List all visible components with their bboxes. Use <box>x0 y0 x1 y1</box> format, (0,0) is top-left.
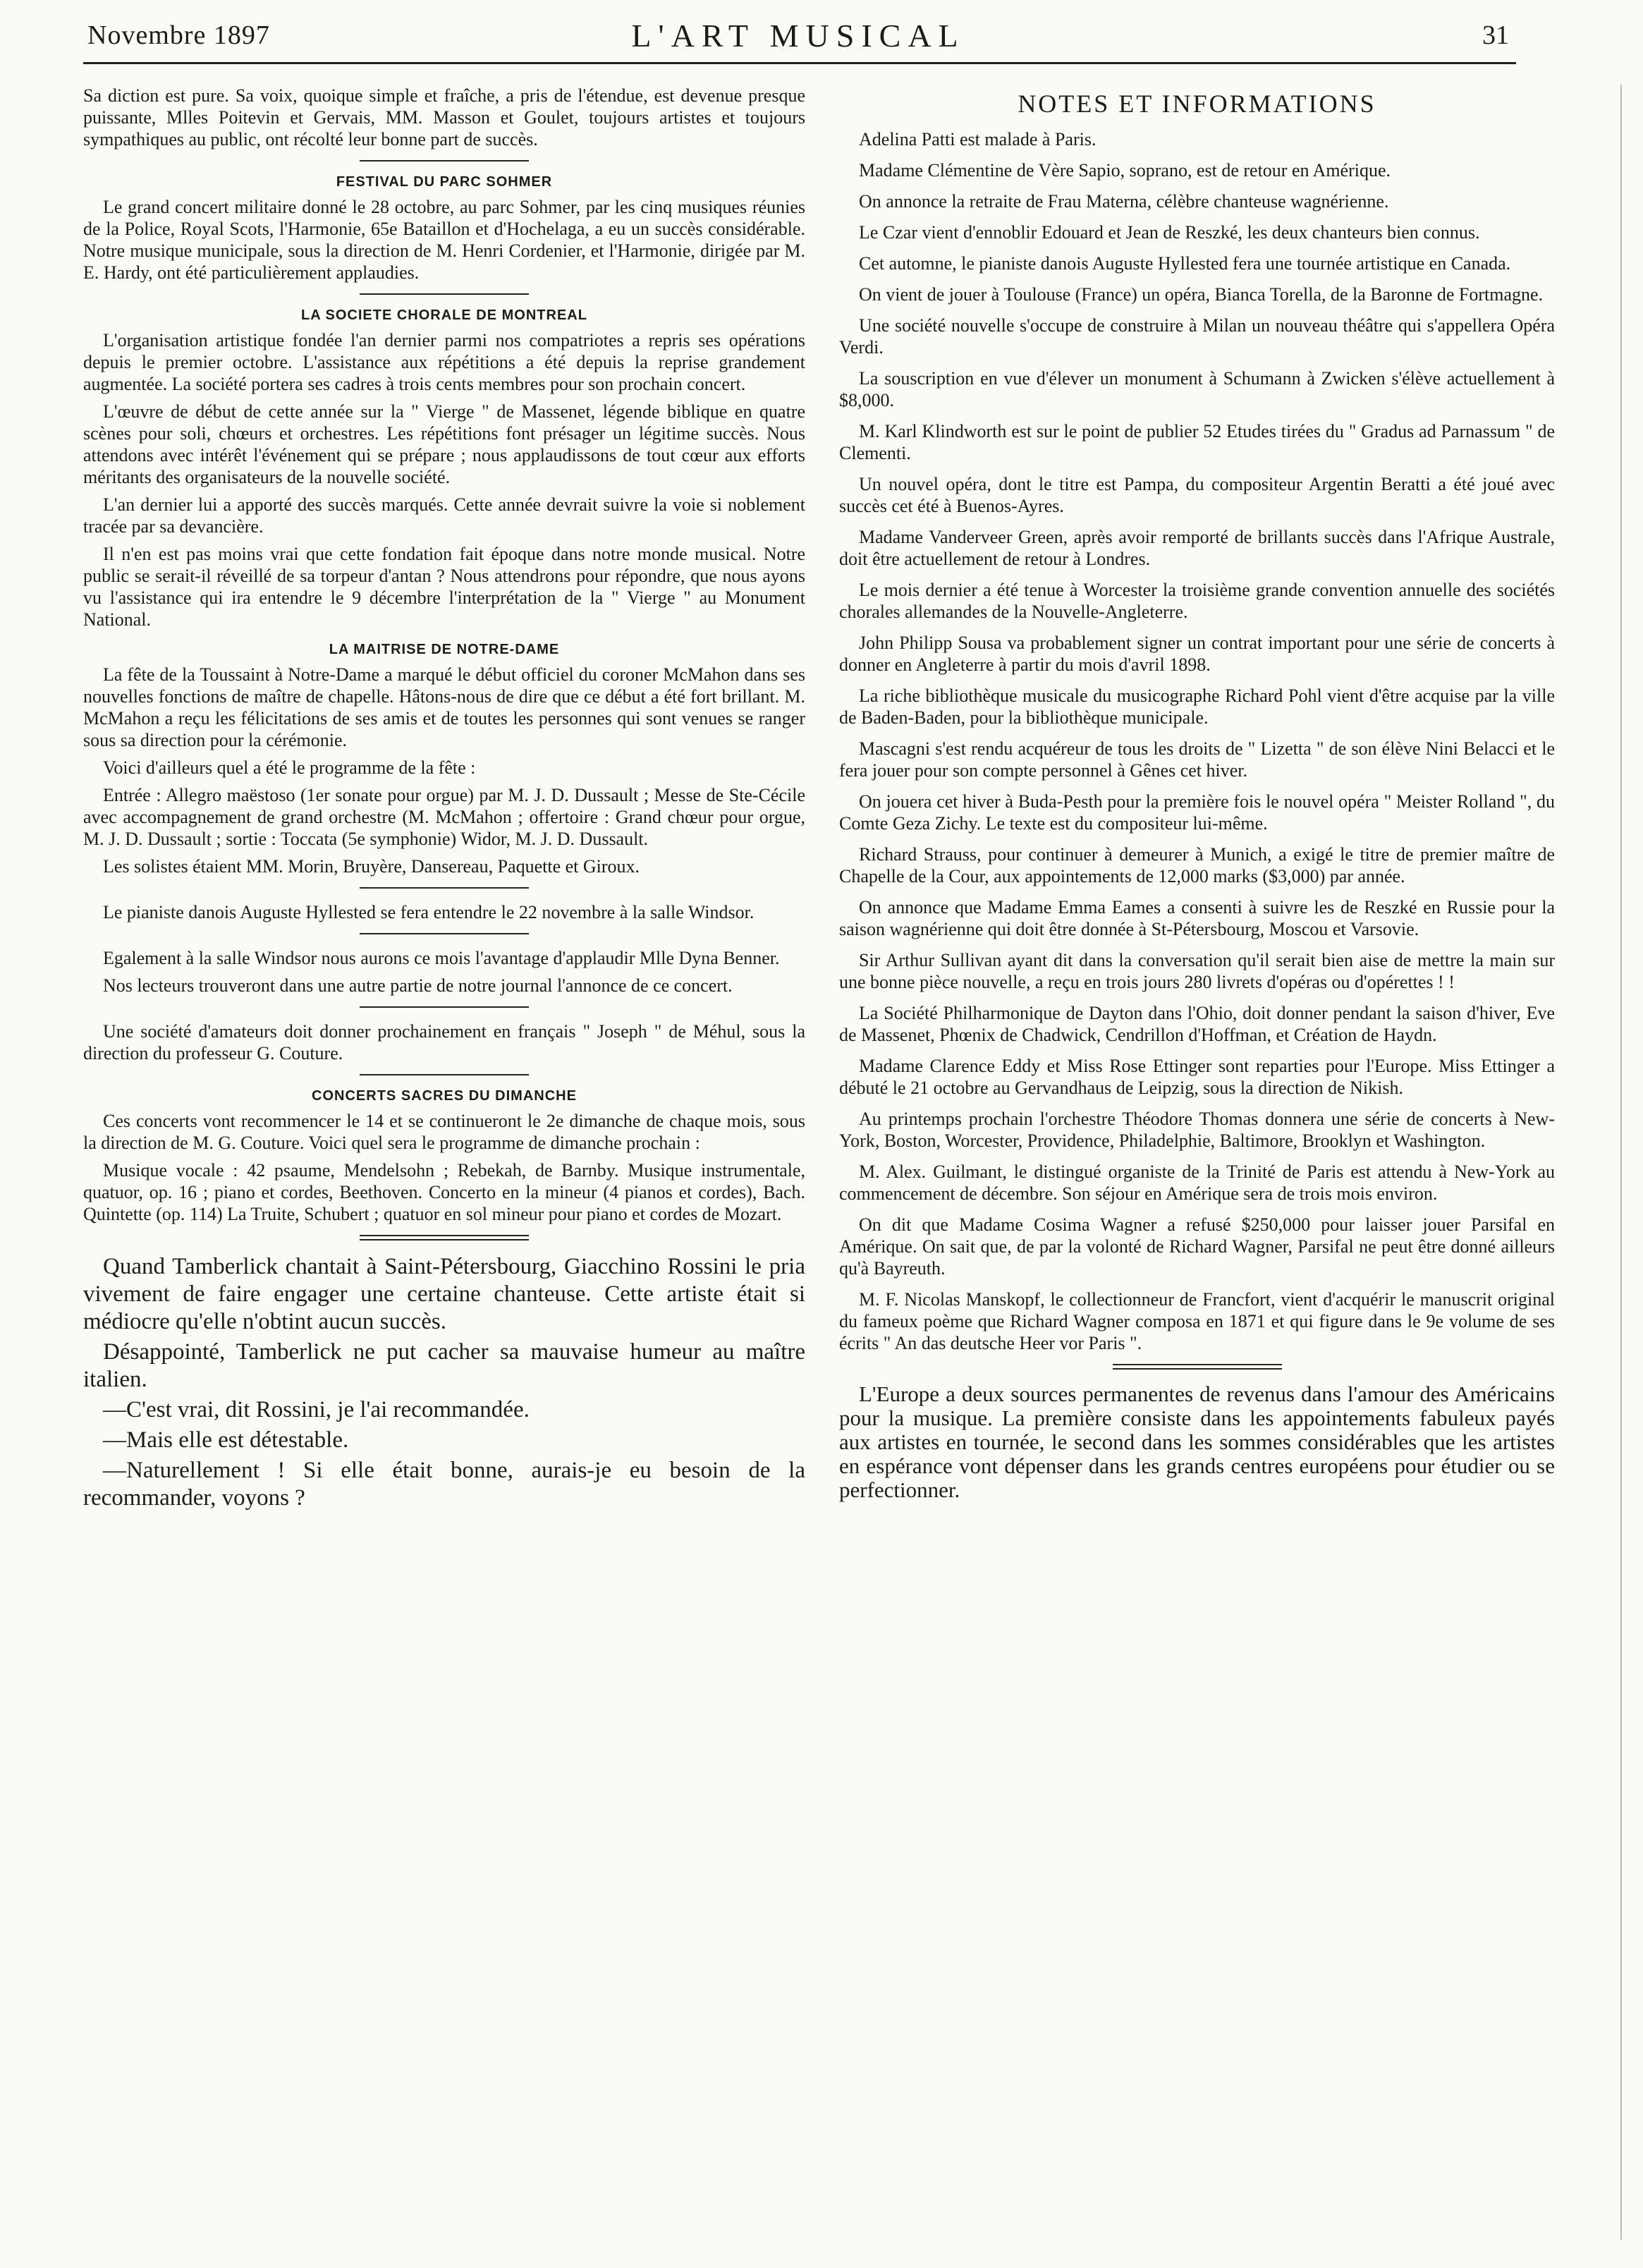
note-item: M. Karl Klindworth est sur le point de publier 52 Etudes tirées du " Gradus ad Parnassum " de Clementi. <box>839 421 1555 463</box>
section-divider <box>360 160 529 161</box>
note-item: On vient de jouer à Toulouse (France) un opéra, Bianca Torella, de la Baronne de Fortmagne. <box>859 284 1544 305</box>
note-item: M. Alex. Guilmant, le distingué organiste de la Trinité de Paris est attendu à New-York au commencement de décembre. Son séjour en Amérique sera de trois mois environ. <box>839 1162 1555 1204</box>
note-item: On annonce que Madame Emma Eames a consenti à suivre les de Reszké en Russie pour la saison wagnérienne qui doit être donnée à St-Pétersbourg, Moscou et Varsovie. <box>839 897 1555 939</box>
section-divider <box>360 1006 529 1008</box>
section-divider <box>1113 1364 1282 1370</box>
section-divider <box>360 887 529 889</box>
note-item: Mascagni s'est rendu acquéreur de tous les droits de " Lizetta " de son élève Nini Belacci et le fera jouer pour son compte personnel à Gênes cet hiver. <box>839 738 1555 781</box>
paragraph: Les solistes étaient MM. Morin, Bruyère, Dansereau, Paquette et Giroux. <box>103 856 640 877</box>
left-column <box>83 85 805 1515</box>
anecdote-paragraph: Désappointé, Tamberlick ne put cacher sa mauvaise humeur au maître italien. <box>83 1339 805 1392</box>
page-edge-rule <box>1620 85 1622 2240</box>
paragraph: L'œuvre de début de cette année sur la " Vierge " de Massenet, légende biblique en quatre scènes pour soli, chœurs et orchestres. Les répétitions font présager un légitime succès. Nous attendons avec intérêt l'événement qui se prépare ; nous applaudissons de tout cœur aux efforts méritants des organisateurs de la nouvelle société. <box>83 401 805 487</box>
paragraph: L'organisation artistique fondée l'an dernier parmi nos compatriotes a repris ses opérations depuis le premier octobre. L'assistance aux répétitions a été depuis la reprise grandement augmentée. La société portera ses cadres à trois cents membres pour son prochain concert. <box>83 330 805 394</box>
paragraph: Le grand concert militaire donné le 28 octobre, au parc Sohmer, par les cinq musiques réunies de la Police, Royal Scots, l'Harmonie, 65e Bataillon et d'Hochelaga, a eu un succès considérable. Notre musique municipale, sous la direction de M. Henri Cordenier, et l'Harmonie, dirigée par M. E. Hardy, ont été particulièrement applaudies. <box>83 197 805 283</box>
paragraph: Musique vocale : 42 psaume, Mendelsohn ; Rebekah, de Barnby. Musique instrumentale, quatuor, op. 16 ; piano et cordes, Beethoven. Concerto en la mineur (4 pianos et cordes), Bach. Quintette (op. 114) La Truite, Schubert ; quatuor en sol mineur pour piano et cordes de Mozart. <box>83 1160 805 1224</box>
section-divider <box>360 293 529 295</box>
notes-heading: NOTES ET INFORMATIONS <box>1018 90 1376 118</box>
note-item: Sir Arthur Sullivan ayant dit dans la conversation qu'il serait bien aise de mettre la main sur une bonne pièce nouvelle, a reçu en trois jours 280 livrets d'opéras ou d'opérettes ! ! <box>839 950 1555 992</box>
note-item: Madame Clémentine de Vère Sapio, soprano, est de retour en Amérique. <box>859 160 1391 181</box>
note-item: Le Czar vient d'ennoblir Edouard et Jean de Reszké, les deux chanteurs bien connus. <box>859 222 1480 243</box>
anecdote-paragraph: —C'est vrai, dit Rossini, je l'ai recommandée. <box>103 1397 530 1422</box>
paragraph: Ces concerts vont recommencer le 14 et se continueront le 2e dimanche de chaque mois, sous la direction de M. G. Couture. Voici quel sera le programme de dimanche prochain : <box>83 1111 805 1153</box>
paragraph: Le pianiste danois Auguste Hyllested se fera entendre le 22 novembre à la salle Windsor. <box>103 902 755 922</box>
section-divider <box>360 933 529 934</box>
section-divider <box>360 1235 529 1240</box>
note-item: Un nouvel opéra, dont le titre est Pampa, du compositeur Argentin Beratti a été joué avec succès cet été à Buenos-Ayres. <box>839 474 1555 516</box>
paragraph: Une société d'amateurs doit donner prochainement en français " Joseph " de Méhul, sous la direction du professeur G. Couture. <box>83 1021 805 1063</box>
paragraph: Entrée : Allegro maëstoso (1er sonate pour orgue) par M. J. D. Dussault ; Messe de Ste-Cécile avec accompagnement de grand orchestre (M. McMahon ; offertoire : Grand chœur pour orgue, M. J. D. Dussault ; sortie : Toccata (5e symphonie) Widor, M. J. D. Dussault. <box>83 785 805 849</box>
paragraph: Il n'en est pas moins vrai que cette fondation fait époque dans notre monde musical. Notre public se serait-il réveillé de sa torpeur d'antan ? Nous attendrons pour répondre, que nous ayons vu l'assistance qui ira entendre le 9 décembre l'interprétation de la " Vierge " au Monument National. <box>83 544 805 630</box>
section-title-festival: FESTIVAL DU PARC SOHMER <box>336 174 553 190</box>
section-title-maitrise: LA MAITRISE DE NOTRE-DAME <box>329 642 560 657</box>
anecdote-paragraph: Quand Tamberlick chantait à Saint-Pétersbourg, Giacchino Rossini le pria vivement de faire engager une certaine chanteuse. Cette artiste était si médiocre qu'elle n'obtint aucun succès. <box>83 1254 805 1334</box>
intro-paragraph: Sa diction est pure. Sa voix, quoique simple et fraîche, a pris de l'étendue, est devenue presque puissante, Mlles Poitevin et Gervais, MM. Masson et Goulet, toujours artistes et toujours sympathiques au public, ont récolté leur bonne part de succès. <box>83 85 805 150</box>
header-rule <box>83 62 1516 64</box>
running-head <box>87 20 1509 62</box>
note-item: M. F. Nicolas Manskopf, le collectionneur de Francfort, vient d'acquérir le manuscrit original du fameux poème que Richard Wagner composa en 1871 et qui figure dans le 9e volume de ses écrits " An das deutsche Heer vor Paris ". <box>839 1289 1555 1353</box>
note-item: La riche bibliothèque musicale du musicographe Richard Pohl vient d'être acquise par la ville de Baden-Baden, pour la bibliothèque municipale. <box>839 685 1555 728</box>
paragraph: L'an dernier lui a apporté des succès marqués. Cette année devrait suivre la voie si noblement tracée par sa devancière. <box>83 494 805 537</box>
paragraph: Nos lecteurs trouveront dans une autre partie de notre journal l'annonce de ce concert. <box>103 975 733 996</box>
note-item: Richard Strauss, pour continuer à demeurer à Munich, a exigé le titre de premier maître de Chapelle de la Cour, aux appointements de 12,000 marks ($3,000) par année. <box>839 844 1555 886</box>
paragraph: Voici d'ailleurs quel a été le programme de la fête : <box>103 757 476 778</box>
section-title-chorale: LA SOCIETE CHORALE DE MONTREAL <box>301 307 587 323</box>
note-item: Le mois dernier a été tenue à Worcester la troisième grande convention annuelle des sociétés chorales allemandes de la Nouvelle-Angleterre. <box>839 580 1555 622</box>
note-item: La souscription en vue d'élever un monument à Schumann à Zwicken s'élève actuellement à $8,000. <box>839 368 1555 410</box>
section-divider <box>360 1074 529 1075</box>
section-title-concerts: CONCERTS SACRES DU DIMANCHE <box>312 1088 577 1104</box>
note-item: On dit que Madame Cosima Wagner a refusé $250,000 pour laisser jouer Parsifal en Amérique. On sait que, de par la volonté de Richard Wagner, Parsifal ne peut être donné ailleurs qu'à Bayreuth. <box>839 1214 1555 1279</box>
note-item: Cet automne, le pianiste danois Auguste Hyllested fera une tournée artistique en Canada. <box>859 253 1511 274</box>
note-item: John Philipp Sousa va probablement signer un contrat important pour une série de concerts à donner en Angleterre à partir du mois d'avril 1898. <box>839 633 1555 675</box>
paragraph: Egalement à la salle Windsor nous aurons ce mois l'avantage d'applaudir Mlle Dyna Benner. <box>103 948 780 968</box>
page-number: 31 <box>1482 20 1509 50</box>
note-item: La Société Philharmonique de Dayton dans l'Ohio, doit donner pendant la saison d'hiver, Eve de Massenet, Phœnix de Chadwick, Cendrillon d'Hoffman, et Création de Haydn. <box>839 1003 1555 1045</box>
right-column <box>839 85 1555 1511</box>
note-item: On jouera cet hiver à Buda-Pesth pour la première fois le nouvel opéra " Meister Rolland ", du Comte Geza Zichy. Le texte est du compositeur lui-même. <box>839 791 1555 834</box>
anecdote-paragraph: —Mais elle est détestable. <box>103 1427 349 1453</box>
note-item: Une société nouvelle s'occupe de construire à Milan un nouveau théâtre qui s'appellera Opéra Verdi. <box>839 315 1555 358</box>
note-item: Madame Clarence Eddy et Miss Rose Ettinger sont reparties pour l'Europe. Miss Ettinger a débuté le 21 octobre au Gervandhaus de Leipzig, sous la direction de Nikish. <box>839 1056 1555 1098</box>
paragraph: La fête de la Toussaint à Notre-Dame a marqué le début officiel du coroner McMahon dans ses nouvelles fonctions de maître de chapelle. Hâtons-nous de dire que ce début a été fort brillant. M. McMahon a reçu les félicitations de ses amis et de toutes les personnes qui sont venues se ranger sous sa direction pour la cérémonie. <box>83 664 805 750</box>
note-item: Adelina Patti est malade à Paris. <box>859 129 1097 150</box>
note-item: Au printemps prochain l'orchestre Théodore Thomas donnera une série de concerts à New-York, Boston, Worcester, Providence, Philadelphie, Baltimore, Brooklyn et Washington. <box>839 1109 1555 1151</box>
closing-paragraph: L'Europe a deux sources permanentes de revenus dans l'amour des Américains pour la musique. La première consiste dans les appointements fabuleux payés aux artistes en tournée, le second dans les sommes considérables que les artistes en espérance vont dépenser dans les grands centres européens pour étudier ou se perfectionner. <box>839 1382 1555 1502</box>
note-item: Madame Vanderveer Green, après avoir remporté de brillants succès dans l'Afrique Australe, doit être actuellement de retour à Londres. <box>839 527 1555 569</box>
journal-title: L'ART MUSICAL <box>631 18 965 54</box>
note-item: On annonce la retraite de Frau Materna, célèbre chanteuse wagnérienne. <box>859 191 1389 212</box>
anecdote-paragraph: —Naturellement ! Si elle était bonne, aurais-je eu besoin de la recommander, voyons ? <box>83 1458 805 1511</box>
issue-date: Novembre 1897 <box>87 20 270 50</box>
